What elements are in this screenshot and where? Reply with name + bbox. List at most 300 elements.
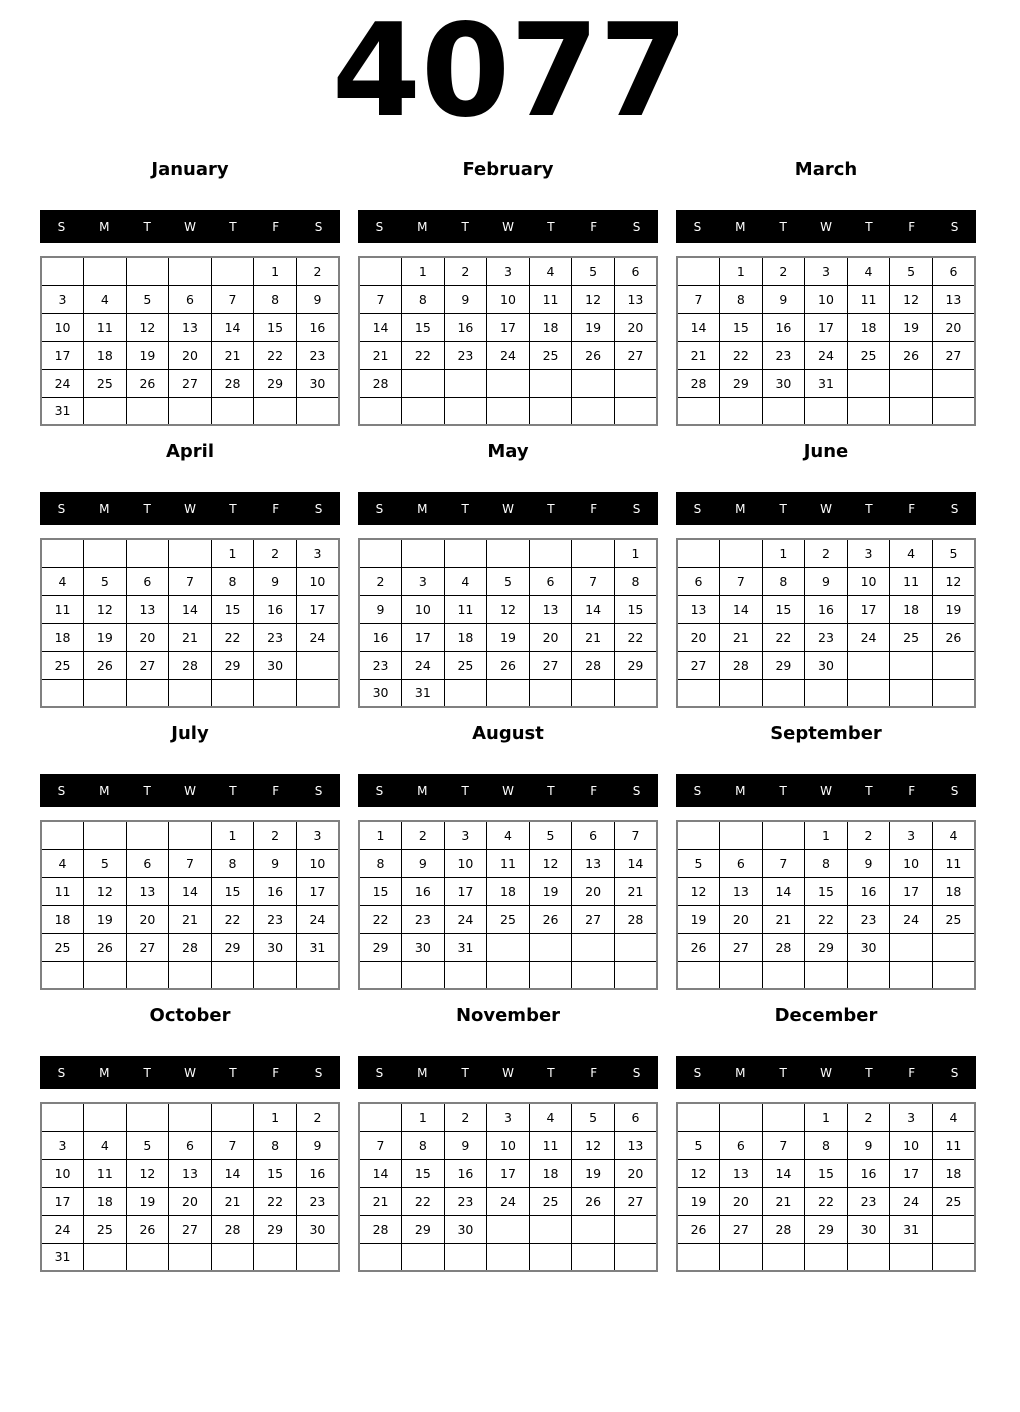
month-title: April — [165, 441, 215, 462]
day-cell: 12 — [932, 567, 975, 595]
day-cell: 9 — [359, 595, 402, 623]
empty-day-cell — [169, 1243, 212, 1271]
day-cell: 25 — [847, 341, 890, 369]
day-cell: 30 — [359, 679, 402, 707]
day-cell: 12 — [529, 849, 572, 877]
day-cell: 12 — [84, 877, 127, 905]
day-cell: 10 — [444, 849, 487, 877]
day-cell: 22 — [805, 1187, 848, 1215]
empty-day-cell — [84, 821, 127, 849]
day-cell: 29 — [211, 651, 254, 679]
day-cell: 26 — [890, 341, 933, 369]
day-cell: 28 — [169, 933, 212, 961]
month-title: July — [171, 723, 209, 744]
day-cell: 24 — [296, 905, 339, 933]
day-cell: 10 — [487, 1131, 530, 1159]
weekday-header-cell: M — [417, 1065, 428, 1080]
empty-day-cell — [762, 961, 805, 989]
weekday-header-cell: S — [314, 1065, 323, 1080]
day-cell: 14 — [720, 595, 763, 623]
day-cell: 24 — [296, 623, 339, 651]
day-cell: 24 — [41, 369, 84, 397]
day-cell: 23 — [296, 1187, 339, 1215]
empty-day-cell — [529, 1243, 572, 1271]
weekday-header-cell: T — [143, 501, 151, 516]
weekday-header-cell: S — [632, 219, 641, 234]
day-cell: 5 — [126, 285, 169, 313]
day-cell: 20 — [677, 623, 720, 651]
empty-day-cell — [614, 961, 657, 989]
empty-day-cell — [847, 679, 890, 707]
week-row — [677, 567, 975, 595]
weekday-header-cell: T — [229, 783, 237, 798]
empty-day-cell — [254, 679, 297, 707]
day-cell: 6 — [572, 821, 615, 849]
week-row — [41, 285, 339, 313]
day-cell: 7 — [211, 285, 254, 313]
empty-day-cell — [572, 539, 615, 567]
month-december — [676, 1006, 976, 1272]
weekday-header-cell: S — [314, 219, 323, 234]
empty-day-cell — [890, 651, 933, 679]
weekday-header-row — [358, 492, 658, 525]
day-cell: 3 — [296, 821, 339, 849]
empty-day-cell — [529, 397, 572, 425]
day-cell: 19 — [487, 623, 530, 651]
empty-day-cell — [296, 397, 339, 425]
day-cell: 25 — [890, 623, 933, 651]
day-cell: 26 — [84, 651, 127, 679]
day-cell: 1 — [211, 539, 254, 567]
empty-day-cell — [126, 397, 169, 425]
weekday-header-cell: T — [143, 219, 151, 234]
weekday-header-cell: W — [820, 501, 832, 516]
week-row — [677, 1159, 975, 1187]
empty-day-cell — [84, 397, 127, 425]
empty-day-cell — [805, 397, 848, 425]
weekday-header-row — [358, 210, 658, 243]
day-cell: 24 — [402, 651, 445, 679]
month-title: December — [774, 1005, 878, 1026]
day-cell: 7 — [572, 567, 615, 595]
day-cell: 20 — [572, 877, 615, 905]
empty-day-cell — [720, 397, 763, 425]
day-cell: 17 — [487, 1159, 530, 1187]
weekday-header-cell: W — [184, 783, 196, 798]
day-cell: 15 — [614, 595, 657, 623]
day-cell: 25 — [932, 905, 975, 933]
empty-day-cell — [359, 961, 402, 989]
week-row — [359, 257, 657, 285]
day-cell: 30 — [762, 369, 805, 397]
day-cell: 23 — [762, 341, 805, 369]
weekday-header-cell: M — [735, 501, 746, 516]
weekday-header-cell: F — [908, 783, 916, 798]
day-cell: 28 — [762, 1215, 805, 1243]
day-cell: 9 — [402, 849, 445, 877]
day-cell: 19 — [932, 595, 975, 623]
day-cell: 14 — [359, 313, 402, 341]
empty-day-cell — [41, 539, 84, 567]
day-cell: 14 — [572, 595, 615, 623]
weekday-header-cell: S — [375, 783, 384, 798]
weekday-header-cell: F — [908, 1065, 916, 1080]
week-row — [41, 397, 339, 425]
day-cell: 31 — [402, 679, 445, 707]
day-cell: 19 — [84, 905, 127, 933]
day-cell: 19 — [890, 313, 933, 341]
day-cell: 10 — [41, 313, 84, 341]
day-cell: 21 — [211, 1187, 254, 1215]
empty-day-cell — [296, 679, 339, 707]
day-cell: 11 — [890, 567, 933, 595]
day-cell: 18 — [41, 905, 84, 933]
day-cell: 31 — [296, 933, 339, 961]
weekday-header-cell: S — [632, 783, 641, 798]
weekday-header-row — [676, 1056, 976, 1089]
days-grid — [676, 256, 976, 426]
day-cell: 1 — [359, 821, 402, 849]
day-cell: 6 — [126, 567, 169, 595]
day-cell: 7 — [762, 1131, 805, 1159]
empty-day-cell — [805, 679, 848, 707]
weekday-header-cell: S — [57, 219, 66, 234]
week-row — [359, 849, 657, 877]
weekday-header-row — [676, 774, 976, 807]
month-september — [676, 724, 976, 990]
day-cell: 28 — [211, 369, 254, 397]
month-october — [40, 1006, 340, 1272]
week-row — [677, 679, 975, 707]
day-cell: 10 — [296, 567, 339, 595]
day-cell: 21 — [720, 623, 763, 651]
weekday-header-row — [40, 210, 340, 243]
day-cell: 1 — [254, 257, 297, 285]
empty-day-cell — [211, 961, 254, 989]
day-cell: 19 — [126, 341, 169, 369]
day-cell: 25 — [84, 369, 127, 397]
day-cell: 24 — [444, 905, 487, 933]
day-cell: 10 — [296, 849, 339, 877]
day-cell: 1 — [805, 821, 848, 849]
day-cell: 27 — [169, 1215, 212, 1243]
day-cell: 30 — [805, 651, 848, 679]
week-row — [677, 877, 975, 905]
day-cell: 7 — [614, 821, 657, 849]
week-row — [359, 1103, 657, 1131]
week-row — [677, 595, 975, 623]
day-cell: 24 — [487, 1187, 530, 1215]
week-row — [677, 623, 975, 651]
day-cell: 16 — [444, 1159, 487, 1187]
day-cell: 23 — [296, 341, 339, 369]
empty-day-cell — [932, 651, 975, 679]
week-row — [359, 313, 657, 341]
week-row — [677, 1243, 975, 1271]
day-cell: 22 — [211, 623, 254, 651]
week-row — [41, 651, 339, 679]
day-cell: 18 — [847, 313, 890, 341]
empty-day-cell — [805, 1243, 848, 1271]
days-grid — [358, 1102, 658, 1272]
empty-day-cell — [890, 369, 933, 397]
day-cell: 24 — [890, 905, 933, 933]
day-cell: 27 — [529, 651, 572, 679]
day-cell: 15 — [402, 313, 445, 341]
empty-day-cell — [359, 539, 402, 567]
weekday-header-cell: W — [502, 219, 514, 234]
day-cell: 3 — [890, 1103, 933, 1131]
day-cell: 9 — [296, 285, 339, 313]
day-cell: 26 — [677, 933, 720, 961]
day-cell: 12 — [126, 1159, 169, 1187]
empty-day-cell — [84, 1243, 127, 1271]
weekday-header-cell: F — [590, 783, 598, 798]
day-cell: 1 — [805, 1103, 848, 1131]
day-cell: 16 — [402, 877, 445, 905]
day-cell: 17 — [41, 1187, 84, 1215]
weekday-header-cell: S — [632, 1065, 641, 1080]
day-cell: 18 — [890, 595, 933, 623]
empty-day-cell — [296, 1243, 339, 1271]
month-november — [358, 1006, 658, 1272]
day-cell: 28 — [169, 651, 212, 679]
week-row — [41, 1159, 339, 1187]
empty-day-cell — [572, 679, 615, 707]
weekday-header-cell: T — [461, 783, 469, 798]
day-cell: 3 — [296, 539, 339, 567]
day-cell: 4 — [529, 1103, 572, 1131]
day-cell: 23 — [254, 623, 297, 651]
empty-day-cell — [169, 539, 212, 567]
weekday-header-row — [676, 492, 976, 525]
day-cell: 13 — [126, 877, 169, 905]
week-row — [41, 595, 339, 623]
empty-day-cell — [444, 1243, 487, 1271]
day-cell: 27 — [614, 1187, 657, 1215]
month-january — [40, 160, 340, 426]
day-cell: 12 — [677, 1159, 720, 1187]
week-row — [41, 1243, 339, 1271]
weekday-header-cell: T — [865, 1065, 873, 1080]
weekday-header-cell: S — [314, 783, 323, 798]
week-row — [677, 651, 975, 679]
weekday-header-cell: F — [908, 219, 916, 234]
day-cell: 3 — [487, 257, 530, 285]
empty-day-cell — [762, 1103, 805, 1131]
day-cell: 21 — [677, 341, 720, 369]
day-cell: 2 — [402, 821, 445, 849]
day-cell: 20 — [614, 1159, 657, 1187]
day-cell: 31 — [805, 369, 848, 397]
day-cell: 13 — [126, 595, 169, 623]
day-cell: 14 — [169, 595, 212, 623]
day-cell: 13 — [677, 595, 720, 623]
week-row — [41, 933, 339, 961]
empty-day-cell — [169, 1103, 212, 1131]
weekday-header-cell: M — [735, 783, 746, 798]
week-row — [359, 679, 657, 707]
month-title: October — [149, 1005, 231, 1026]
day-cell: 9 — [296, 1131, 339, 1159]
empty-day-cell — [402, 1243, 445, 1271]
month-july — [40, 724, 340, 990]
weekday-header-cell: T — [865, 501, 873, 516]
day-cell: 27 — [169, 369, 212, 397]
empty-day-cell — [444, 397, 487, 425]
empty-day-cell — [805, 961, 848, 989]
day-cell: 29 — [805, 933, 848, 961]
day-cell: 12 — [84, 595, 127, 623]
day-cell: 24 — [805, 341, 848, 369]
day-cell: 15 — [762, 595, 805, 623]
day-cell: 3 — [847, 539, 890, 567]
day-cell: 1 — [720, 257, 763, 285]
empty-day-cell — [677, 539, 720, 567]
day-cell: 27 — [720, 933, 763, 961]
week-row — [359, 595, 657, 623]
day-cell: 9 — [805, 567, 848, 595]
week-row — [677, 1187, 975, 1215]
week-row — [359, 1187, 657, 1215]
weekday-header-cell: T — [143, 783, 151, 798]
empty-day-cell — [847, 397, 890, 425]
empty-day-cell — [932, 679, 975, 707]
week-row — [359, 961, 657, 989]
day-cell: 12 — [677, 877, 720, 905]
day-cell: 21 — [359, 341, 402, 369]
day-cell: 26 — [126, 369, 169, 397]
day-cell: 24 — [890, 1187, 933, 1215]
day-cell: 11 — [444, 595, 487, 623]
day-cell: 13 — [169, 313, 212, 341]
day-cell: 18 — [84, 1187, 127, 1215]
day-cell: 3 — [805, 257, 848, 285]
empty-day-cell — [402, 397, 445, 425]
day-cell: 3 — [444, 821, 487, 849]
day-cell: 15 — [402, 1159, 445, 1187]
day-cell: 17 — [296, 877, 339, 905]
day-cell: 30 — [254, 651, 297, 679]
day-cell: 21 — [572, 623, 615, 651]
empty-day-cell — [720, 539, 763, 567]
month-title: November — [455, 1005, 561, 1026]
day-cell: 11 — [84, 313, 127, 341]
empty-day-cell — [614, 679, 657, 707]
days-grid — [676, 820, 976, 990]
day-cell: 27 — [677, 651, 720, 679]
day-cell: 18 — [529, 313, 572, 341]
day-cell: 19 — [126, 1187, 169, 1215]
day-cell: 2 — [296, 257, 339, 285]
empty-day-cell — [614, 369, 657, 397]
day-cell: 30 — [296, 1215, 339, 1243]
day-cell: 8 — [359, 849, 402, 877]
weekday-header-cell: F — [590, 1065, 598, 1080]
day-cell: 20 — [169, 1187, 212, 1215]
day-cell: 18 — [932, 1159, 975, 1187]
week-row — [677, 905, 975, 933]
days-grid — [676, 538, 976, 708]
weekday-header-cell: M — [735, 1065, 746, 1080]
month-title: May — [487, 441, 529, 462]
day-cell: 9 — [254, 849, 297, 877]
day-cell: 26 — [84, 933, 127, 961]
weekday-header-cell: S — [57, 783, 66, 798]
weekday-header-cell: S — [375, 1065, 384, 1080]
day-cell: 28 — [572, 651, 615, 679]
empty-day-cell — [41, 679, 84, 707]
empty-day-cell — [890, 933, 933, 961]
weekday-header-cell: M — [99, 219, 110, 234]
empty-day-cell — [211, 397, 254, 425]
day-cell: 8 — [402, 285, 445, 313]
week-row — [677, 933, 975, 961]
day-cell: 21 — [762, 905, 805, 933]
empty-day-cell — [614, 933, 657, 961]
day-cell: 14 — [762, 877, 805, 905]
weekday-header-cell: T — [547, 219, 555, 234]
weekday-header-cell: T — [229, 501, 237, 516]
empty-day-cell — [84, 961, 127, 989]
empty-day-cell — [126, 539, 169, 567]
empty-day-cell — [677, 1243, 720, 1271]
day-cell: 18 — [444, 623, 487, 651]
empty-day-cell — [614, 1243, 657, 1271]
day-cell: 15 — [720, 313, 763, 341]
empty-day-cell — [572, 961, 615, 989]
weekday-header-cell: W — [502, 501, 514, 516]
empty-day-cell — [487, 679, 530, 707]
weekday-header-cell: T — [461, 501, 469, 516]
month-march — [676, 160, 976, 426]
day-cell: 28 — [614, 905, 657, 933]
day-cell: 16 — [762, 313, 805, 341]
weekday-header-cell: W — [820, 219, 832, 234]
day-cell: 3 — [487, 1103, 530, 1131]
week-row — [359, 397, 657, 425]
day-cell: 21 — [169, 905, 212, 933]
month-august — [358, 724, 658, 990]
day-cell: 11 — [84, 1159, 127, 1187]
day-cell: 5 — [126, 1131, 169, 1159]
day-cell: 19 — [677, 1187, 720, 1215]
week-row — [41, 1215, 339, 1243]
day-cell: 3 — [402, 567, 445, 595]
empty-day-cell — [932, 397, 975, 425]
day-cell: 15 — [254, 1159, 297, 1187]
day-cell: 29 — [211, 933, 254, 961]
empty-day-cell — [677, 397, 720, 425]
day-cell: 20 — [614, 313, 657, 341]
week-row — [41, 1187, 339, 1215]
empty-day-cell — [932, 1243, 975, 1271]
day-cell: 11 — [529, 1131, 572, 1159]
week-row — [359, 567, 657, 595]
weekday-header-cell: S — [57, 1065, 66, 1080]
day-cell: 22 — [211, 905, 254, 933]
weekday-header-cell: M — [735, 219, 746, 234]
day-cell: 2 — [805, 539, 848, 567]
day-cell: 14 — [762, 1159, 805, 1187]
day-cell: 25 — [84, 1215, 127, 1243]
day-cell: 8 — [614, 567, 657, 595]
day-cell: 8 — [211, 849, 254, 877]
day-cell: 18 — [84, 341, 127, 369]
days-grid — [40, 538, 340, 708]
day-cell: 18 — [41, 623, 84, 651]
weekday-header-cell: S — [693, 501, 702, 516]
